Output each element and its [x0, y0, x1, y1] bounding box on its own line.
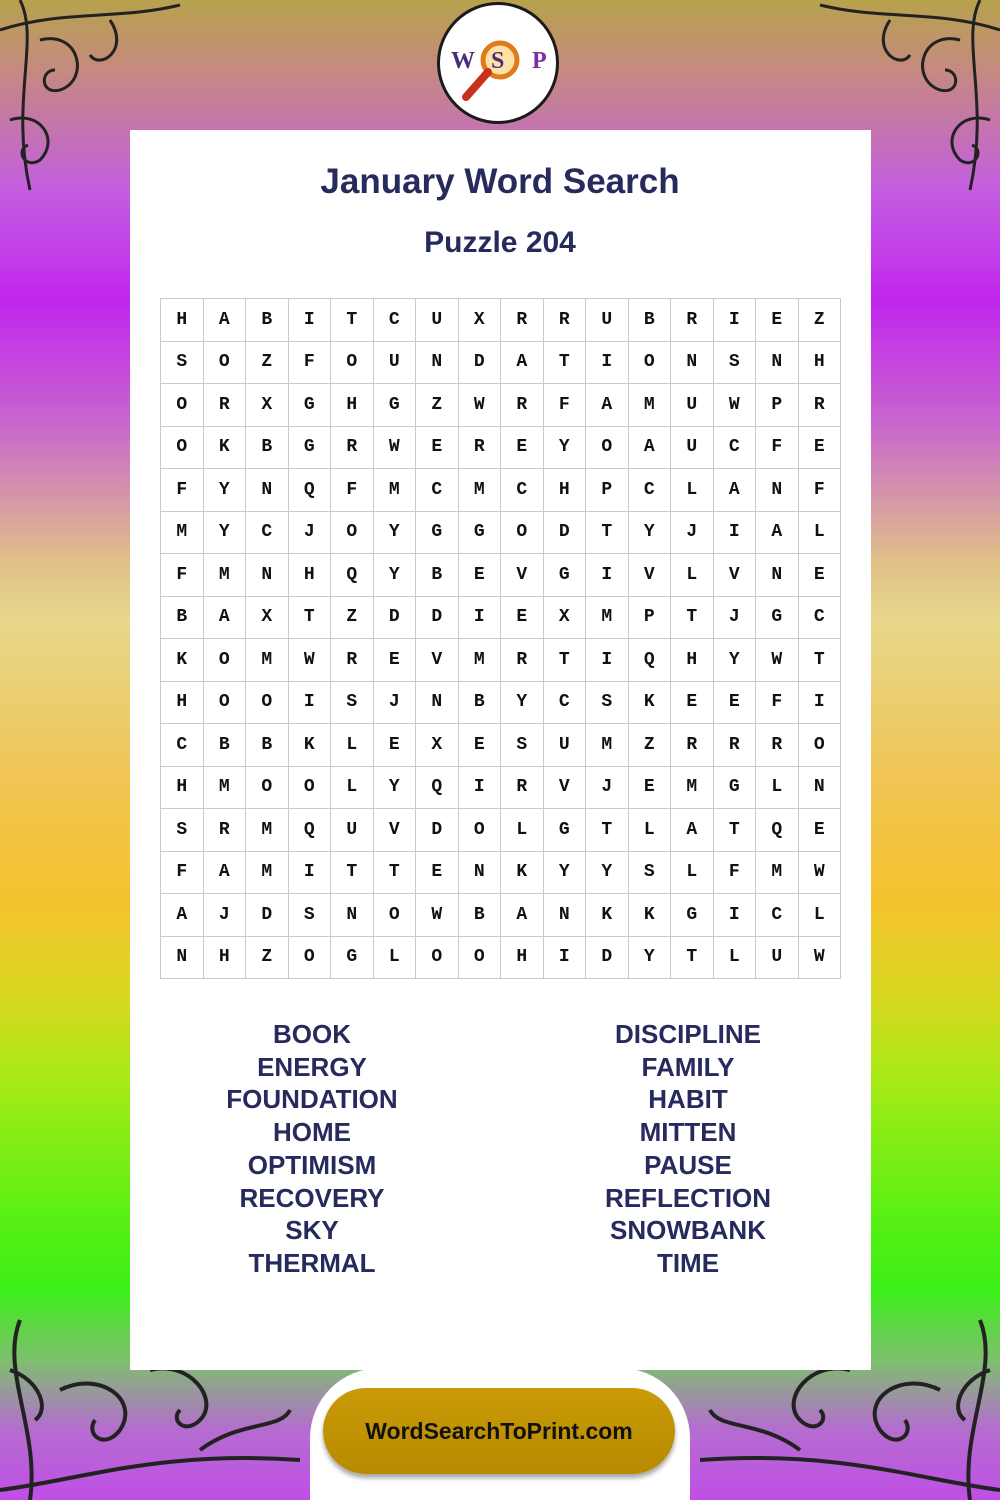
grid-cell: R: [798, 384, 841, 427]
grid-cell: O: [161, 384, 204, 427]
grid-cell: W: [373, 426, 416, 469]
grid-cell: Q: [288, 809, 331, 852]
word-item: THERMAL: [248, 1247, 376, 1278]
grid-cell: V: [501, 554, 544, 597]
grid-cell: N: [798, 766, 841, 809]
grid-cell: P: [756, 384, 799, 427]
grid-cell: L: [331, 724, 374, 767]
grid-row: [161, 384, 841, 427]
grid-cell: I: [288, 299, 331, 342]
grid-cell: X: [458, 299, 501, 342]
grid-cell: F: [331, 469, 374, 512]
grid-cell: F: [161, 851, 204, 894]
logo-letter-w: W: [451, 48, 475, 74]
grid-cell: N: [161, 936, 204, 979]
grid-cell: A: [671, 809, 714, 852]
grid-cell: B: [246, 299, 289, 342]
grid-cell: H: [161, 766, 204, 809]
grid-cell: W: [798, 936, 841, 979]
grid-row: [161, 596, 841, 639]
grid-cell: Z: [246, 341, 289, 384]
grid-cell: Y: [543, 851, 586, 894]
grid-cell: Q: [331, 554, 374, 597]
grid-row: [161, 766, 841, 809]
grid-cell: F: [798, 469, 841, 512]
grid-cell: B: [458, 681, 501, 724]
grid-cell: Q: [416, 766, 459, 809]
grid-cell: C: [416, 469, 459, 512]
grid-cell: N: [756, 554, 799, 597]
grid-cell: N: [756, 469, 799, 512]
grid-cell: Y: [501, 681, 544, 724]
grid-cell: E: [373, 639, 416, 682]
grid-cell: H: [331, 384, 374, 427]
logo-letter-p: P: [532, 48, 547, 74]
grid-cell: T: [331, 299, 374, 342]
grid-cell: D: [586, 936, 629, 979]
grid-cell: T: [671, 936, 714, 979]
grid-cell: O: [246, 681, 289, 724]
grid-cell: L: [798, 511, 841, 554]
grid-cell: X: [416, 724, 459, 767]
grid-cell: D: [416, 596, 459, 639]
grid-cell: S: [288, 894, 331, 937]
grid-cell: A: [586, 384, 629, 427]
grid-cell: R: [671, 724, 714, 767]
word-item: HOME: [273, 1117, 351, 1148]
grid-cell: O: [161, 426, 204, 469]
grid-cell: L: [713, 936, 756, 979]
grid-cell: H: [798, 341, 841, 384]
grid-cell: G: [543, 809, 586, 852]
grid-cell: E: [671, 681, 714, 724]
grid-cell: G: [756, 596, 799, 639]
grid-cell: W: [288, 639, 331, 682]
grid-cell: T: [543, 639, 586, 682]
grid-row: [161, 469, 841, 512]
grid-row: [161, 639, 841, 682]
word-item: REFLECTION: [604, 1182, 772, 1213]
grid-cell: A: [501, 341, 544, 384]
grid-cell: M: [203, 766, 246, 809]
grid-cell: C: [501, 469, 544, 512]
grid-cell: K: [288, 724, 331, 767]
grid-cell: R: [501, 299, 544, 342]
grid-cell: F: [288, 341, 331, 384]
word-item: RECOVERY: [239, 1182, 385, 1213]
grid-cell: N: [246, 554, 289, 597]
grid-cell: L: [373, 936, 416, 979]
grid-cell: A: [713, 469, 756, 512]
grid-cell: Y: [586, 851, 629, 894]
grid-cell: O: [373, 894, 416, 937]
grid-cell: T: [798, 639, 841, 682]
grid-cell: D: [543, 511, 586, 554]
grid-cell: K: [501, 851, 544, 894]
grid-cell: O: [203, 639, 246, 682]
grid-cell: Y: [543, 426, 586, 469]
grid-cell: N: [756, 341, 799, 384]
grid-cell: S: [628, 851, 671, 894]
grid-cell: U: [416, 299, 459, 342]
grid-cell: C: [161, 724, 204, 767]
grid-cell: B: [416, 554, 459, 597]
grid-cell: I: [288, 681, 331, 724]
grid-cell: J: [671, 511, 714, 554]
grid-cell: R: [543, 299, 586, 342]
grid-cell: M: [671, 766, 714, 809]
grid-cell: M: [246, 809, 289, 852]
word-item: SNOWBANK: [610, 1215, 766, 1246]
wsp-logo: [437, 2, 559, 124]
grid-cell: O: [586, 426, 629, 469]
grid-cell: B: [161, 596, 204, 639]
grid-cell: N: [671, 341, 714, 384]
grid-cell: V: [373, 809, 416, 852]
grid-cell: K: [203, 426, 246, 469]
grid-cell: I: [586, 639, 629, 682]
grid-cell: P: [628, 596, 671, 639]
grid-cell: W: [458, 384, 501, 427]
grid-cell: H: [501, 936, 544, 979]
grid-cell: F: [161, 554, 204, 597]
grid-cell: R: [203, 384, 246, 427]
grid-cell: E: [458, 724, 501, 767]
grid-cell: T: [671, 596, 714, 639]
grid-cell: B: [246, 724, 289, 767]
grid-cell: E: [416, 426, 459, 469]
grid-cell: G: [543, 554, 586, 597]
grid-cell: W: [416, 894, 459, 937]
puzzle-number: Puzzle 204: [424, 226, 576, 259]
grid-cell: O: [798, 724, 841, 767]
grid-cell: A: [501, 894, 544, 937]
grid-cell: L: [501, 809, 544, 852]
grid-cell: V: [543, 766, 586, 809]
grid-cell: N: [543, 894, 586, 937]
grid-cell: T: [543, 341, 586, 384]
grid-cell: I: [543, 936, 586, 979]
grid-row: [161, 809, 841, 852]
grid-cell: O: [288, 936, 331, 979]
grid-cell: Y: [713, 639, 756, 682]
grid-cell: L: [671, 469, 714, 512]
grid-cell: I: [288, 851, 331, 894]
word-item: DISCIPLINE: [615, 1019, 761, 1049]
grid-cell: G: [331, 936, 374, 979]
word-item: HABIT: [648, 1084, 728, 1115]
grid-cell: S: [161, 809, 204, 852]
grid-cell: A: [161, 894, 204, 937]
grid-cell: Q: [628, 639, 671, 682]
grid-cell: C: [756, 894, 799, 937]
grid-cell: L: [628, 809, 671, 852]
grid-cell: F: [543, 384, 586, 427]
grid-cell: Y: [628, 511, 671, 554]
grid-cell: O: [501, 511, 544, 554]
grid-cell: O: [628, 341, 671, 384]
grid-cell: F: [756, 426, 799, 469]
grid-cell: E: [416, 851, 459, 894]
grid-cell: Y: [628, 936, 671, 979]
grid-cell: V: [416, 639, 459, 682]
grid-cell: R: [713, 724, 756, 767]
grid-cell: H: [161, 681, 204, 724]
grid-cell: D: [373, 596, 416, 639]
grid-cell: U: [671, 384, 714, 427]
grid-cell: Z: [628, 724, 671, 767]
grid-cell: V: [628, 554, 671, 597]
grid-cell: G: [373, 384, 416, 427]
grid-cell: U: [756, 936, 799, 979]
grid-cell: D: [246, 894, 289, 937]
grid-cell: M: [628, 384, 671, 427]
grid-cell: I: [713, 511, 756, 554]
grid-cell: O: [246, 766, 289, 809]
word-item: OPTIMISM: [247, 1149, 377, 1180]
word-item: ENERGY: [257, 1051, 367, 1082]
grid-row: [161, 851, 841, 894]
grid-cell: R: [331, 639, 374, 682]
grid-cell: A: [628, 426, 671, 469]
grid-cell: I: [458, 766, 501, 809]
grid-cell: L: [331, 766, 374, 809]
grid-cell: J: [203, 894, 246, 937]
grid-cell: Y: [373, 511, 416, 554]
grid-cell: F: [756, 681, 799, 724]
word-list-left: [132, 1018, 492, 1280]
grid-cell: S: [586, 681, 629, 724]
grid-cell: R: [501, 766, 544, 809]
grid-cell: Z: [416, 384, 459, 427]
grid-cell: M: [756, 851, 799, 894]
word-list-right: [508, 1018, 868, 1280]
grid-cell: Z: [331, 596, 374, 639]
grid-cell: M: [246, 639, 289, 682]
grid-cell: X: [246, 596, 289, 639]
grid-row: [161, 724, 841, 767]
grid-row: [161, 426, 841, 469]
grid-row: [161, 554, 841, 597]
grid-cell: T: [288, 596, 331, 639]
grid-cell: A: [203, 299, 246, 342]
grid-cell: M: [586, 724, 629, 767]
grid-cell: G: [458, 511, 501, 554]
grid-row: [161, 681, 841, 724]
grid-row: [161, 894, 841, 937]
grid-cell: M: [161, 511, 204, 554]
grid-cell: G: [416, 511, 459, 554]
grid-cell: R: [501, 384, 544, 427]
grid-cell: G: [713, 766, 756, 809]
grid-cell: A: [756, 511, 799, 554]
grid-cell: H: [671, 639, 714, 682]
grid-cell: N: [416, 681, 459, 724]
grid-cell: L: [756, 766, 799, 809]
grid-cell: C: [713, 426, 756, 469]
grid-cell: G: [671, 894, 714, 937]
grid-cell: X: [246, 384, 289, 427]
grid-cell: E: [798, 426, 841, 469]
grid-cell: W: [756, 639, 799, 682]
grid-cell: R: [458, 426, 501, 469]
grid-cell: M: [373, 469, 416, 512]
grid-cell: A: [203, 851, 246, 894]
grid-cell: C: [798, 596, 841, 639]
grid-cell: I: [586, 554, 629, 597]
grid-cell: B: [246, 426, 289, 469]
letter-grid: [160, 298, 841, 979]
grid-cell: U: [331, 809, 374, 852]
grid-cell: W: [713, 384, 756, 427]
grid-cell: O: [458, 809, 501, 852]
website-link-label: WordSearchToPrint.com: [365, 1417, 633, 1444]
grid-cell: I: [713, 299, 756, 342]
grid-cell: G: [288, 426, 331, 469]
word-item: FAMILY: [641, 1051, 735, 1082]
grid-cell: Y: [373, 766, 416, 809]
grid-cell: X: [543, 596, 586, 639]
grid-cell: L: [671, 851, 714, 894]
grid-cell: D: [458, 341, 501, 384]
grid-cell: F: [161, 469, 204, 512]
grid-cell: C: [543, 681, 586, 724]
grid-cell: O: [203, 681, 246, 724]
grid-row: [161, 511, 841, 554]
grid-cell: G: [288, 384, 331, 427]
grid-cell: P: [586, 469, 629, 512]
grid-cell: Y: [203, 469, 246, 512]
grid-cell: H: [203, 936, 246, 979]
grid-cell: O: [416, 936, 459, 979]
grid-cell: N: [458, 851, 501, 894]
grid-cell: N: [416, 341, 459, 384]
grid-cell: J: [586, 766, 629, 809]
grid-cell: O: [331, 511, 374, 554]
grid-cell: L: [798, 894, 841, 937]
grid-cell: J: [373, 681, 416, 724]
grid-cell: S: [713, 341, 756, 384]
grid-cell: L: [671, 554, 714, 597]
grid-cell: I: [713, 894, 756, 937]
grid-cell: E: [713, 681, 756, 724]
grid-cell: O: [203, 341, 246, 384]
grid-cell: I: [798, 681, 841, 724]
grid-cell: E: [756, 299, 799, 342]
grid-cell: T: [713, 809, 756, 852]
grid-cell: M: [458, 469, 501, 512]
grid-cell: K: [628, 894, 671, 937]
grid-cell: K: [628, 681, 671, 724]
grid-cell: S: [501, 724, 544, 767]
grid-cell: T: [586, 511, 629, 554]
word-item: SKY: [285, 1215, 339, 1246]
word-item: FOUNDATION: [226, 1084, 398, 1115]
grid-cell: Q: [288, 469, 331, 512]
grid-cell: Z: [798, 299, 841, 342]
grid-cell: N: [246, 469, 289, 512]
grid-cell: I: [586, 341, 629, 384]
word-item: TIME: [656, 1247, 720, 1278]
grid-cell: T: [331, 851, 374, 894]
word-item: BOOK: [273, 1019, 351, 1049]
grid-cell: C: [373, 299, 416, 342]
logo-letter-s: S: [491, 48, 505, 74]
grid-cell: R: [756, 724, 799, 767]
grid-cell: U: [373, 341, 416, 384]
grid-cell: M: [203, 554, 246, 597]
grid-cell: K: [586, 894, 629, 937]
grid-cell: B: [458, 894, 501, 937]
grid-cell: J: [713, 596, 756, 639]
grid-cell: R: [331, 426, 374, 469]
word-item: MITTEN: [639, 1117, 737, 1148]
page-title: January Word Search: [320, 162, 680, 201]
grid-row: [161, 299, 841, 342]
grid-cell: Y: [203, 511, 246, 554]
grid-cell: O: [331, 341, 374, 384]
grid-cell: M: [246, 851, 289, 894]
grid-cell: H: [161, 299, 204, 342]
grid-cell: Z: [246, 936, 289, 979]
grid-cell: M: [586, 596, 629, 639]
grid-cell: Y: [373, 554, 416, 597]
word-item: PAUSE: [644, 1149, 732, 1180]
grid-cell: S: [331, 681, 374, 724]
grid-cell: E: [501, 596, 544, 639]
grid-cell: A: [203, 596, 246, 639]
website-link-button[interactable]: [323, 1388, 675, 1474]
grid-cell: E: [798, 554, 841, 597]
grid-cell: R: [203, 809, 246, 852]
grid-cell: Q: [756, 809, 799, 852]
grid-cell: E: [373, 724, 416, 767]
grid-row: [161, 936, 841, 979]
grid-cell: F: [713, 851, 756, 894]
grid-row: [161, 341, 841, 384]
grid-cell: N: [331, 894, 374, 937]
grid-cell: W: [798, 851, 841, 894]
grid-cell: M: [458, 639, 501, 682]
grid-cell: O: [288, 766, 331, 809]
grid-cell: D: [416, 809, 459, 852]
grid-cell: B: [203, 724, 246, 767]
grid-cell: U: [543, 724, 586, 767]
grid-cell: I: [458, 596, 501, 639]
grid-cell: U: [671, 426, 714, 469]
grid-cell: E: [458, 554, 501, 597]
grid-cell: E: [628, 766, 671, 809]
grid-cell: H: [543, 469, 586, 512]
grid-cell: U: [586, 299, 629, 342]
grid-cell: C: [246, 511, 289, 554]
grid-cell: J: [288, 511, 331, 554]
grid-cell: H: [288, 554, 331, 597]
grid-cell: E: [798, 809, 841, 852]
grid-cell: S: [161, 341, 204, 384]
grid-cell: T: [586, 809, 629, 852]
grid-cell: C: [628, 469, 671, 512]
grid-cell: K: [161, 639, 204, 682]
grid-cell: R: [671, 299, 714, 342]
grid-cell: T: [373, 851, 416, 894]
grid-cell: B: [628, 299, 671, 342]
grid-cell: V: [713, 554, 756, 597]
grid-cell: O: [458, 936, 501, 979]
grid-cell: R: [501, 639, 544, 682]
grid-cell: E: [501, 426, 544, 469]
